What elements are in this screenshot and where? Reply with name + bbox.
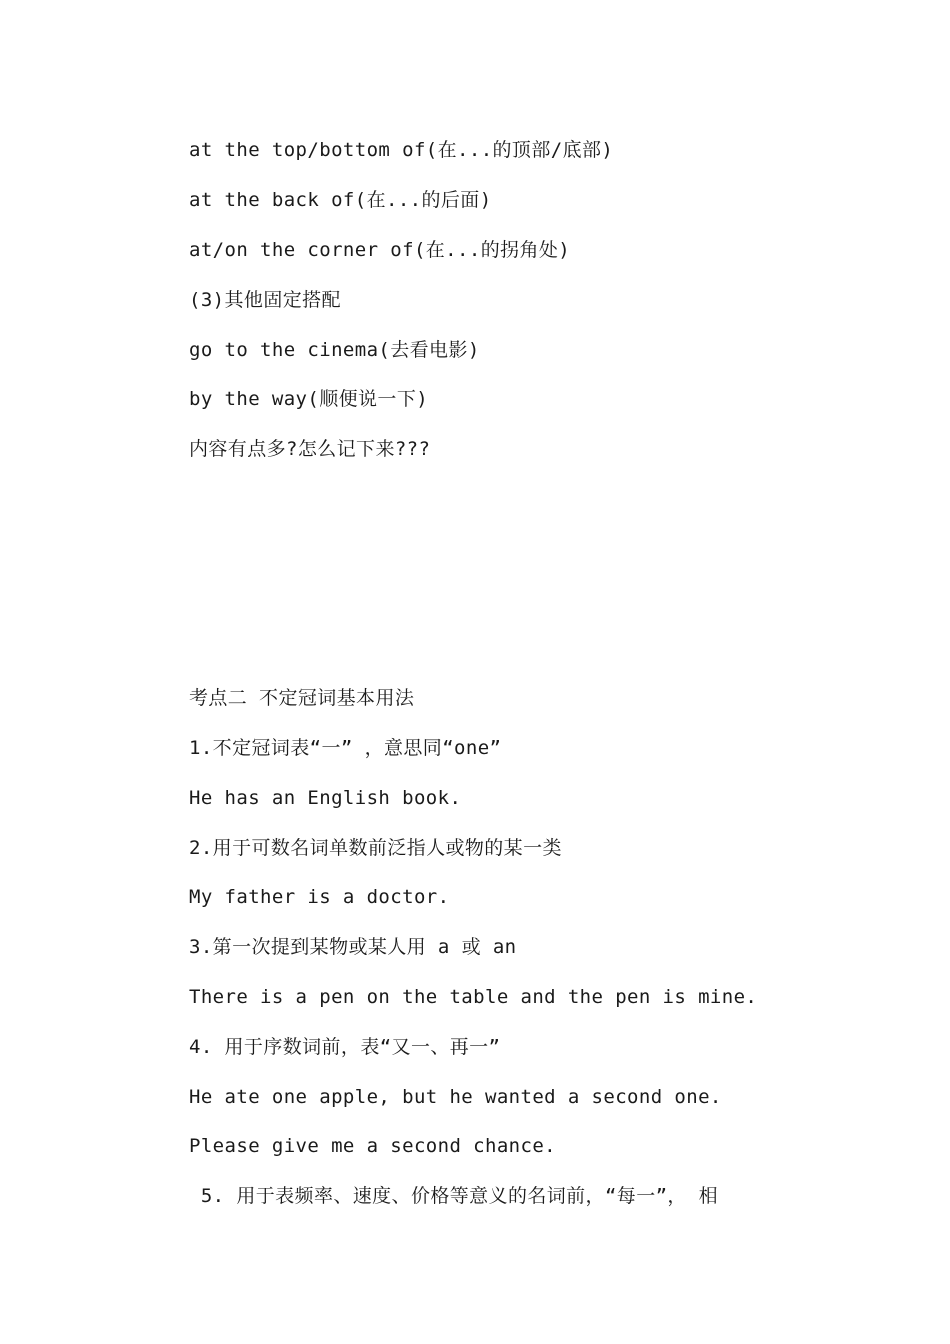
text-line: at the top/bottom of(在...的顶部/底部) <box>189 139 614 161</box>
rule-item: 1.不定冠词表“一” ，意思同“one” <box>189 737 502 759</box>
text-line: go to the cinema(去看电影) <box>189 339 480 361</box>
rule-item: 4. 用于序数词前，表“又一、再一” <box>189 1036 501 1058</box>
text-line: at the back of(在...的后面) <box>189 189 492 211</box>
rule-item: 5. 用于表频率、速度、价格等意义的名词前，“每一”， 相 <box>189 1185 719 1207</box>
section-heading: 考点二 不定冠词基本用法 <box>189 687 415 709</box>
text-line: at/on the corner of(在...的拐角处) <box>189 239 571 261</box>
text-line: 内容有点多?怎么记下来??? <box>189 438 431 460</box>
example-sentence: There is a pen on the table and the pen is mine. <box>189 986 758 1008</box>
example-sentence: My father is a doctor. <box>189 886 450 908</box>
example-sentence: He ate one apple, but he wanted a second one. <box>189 1086 722 1108</box>
section-subheading: (3)其他固定搭配 <box>189 289 341 311</box>
rule-item: 3.第一次提到某物或某人用 a 或 an <box>189 936 517 958</box>
rule-item: 2.用于可数名词单数前泛指人或物的某一类 <box>189 837 562 859</box>
text-line: by the way(顺便说一下) <box>189 388 429 410</box>
example-sentence: He has an English book. <box>189 787 462 809</box>
example-sentence: Please give me a second chance. <box>189 1135 557 1157</box>
